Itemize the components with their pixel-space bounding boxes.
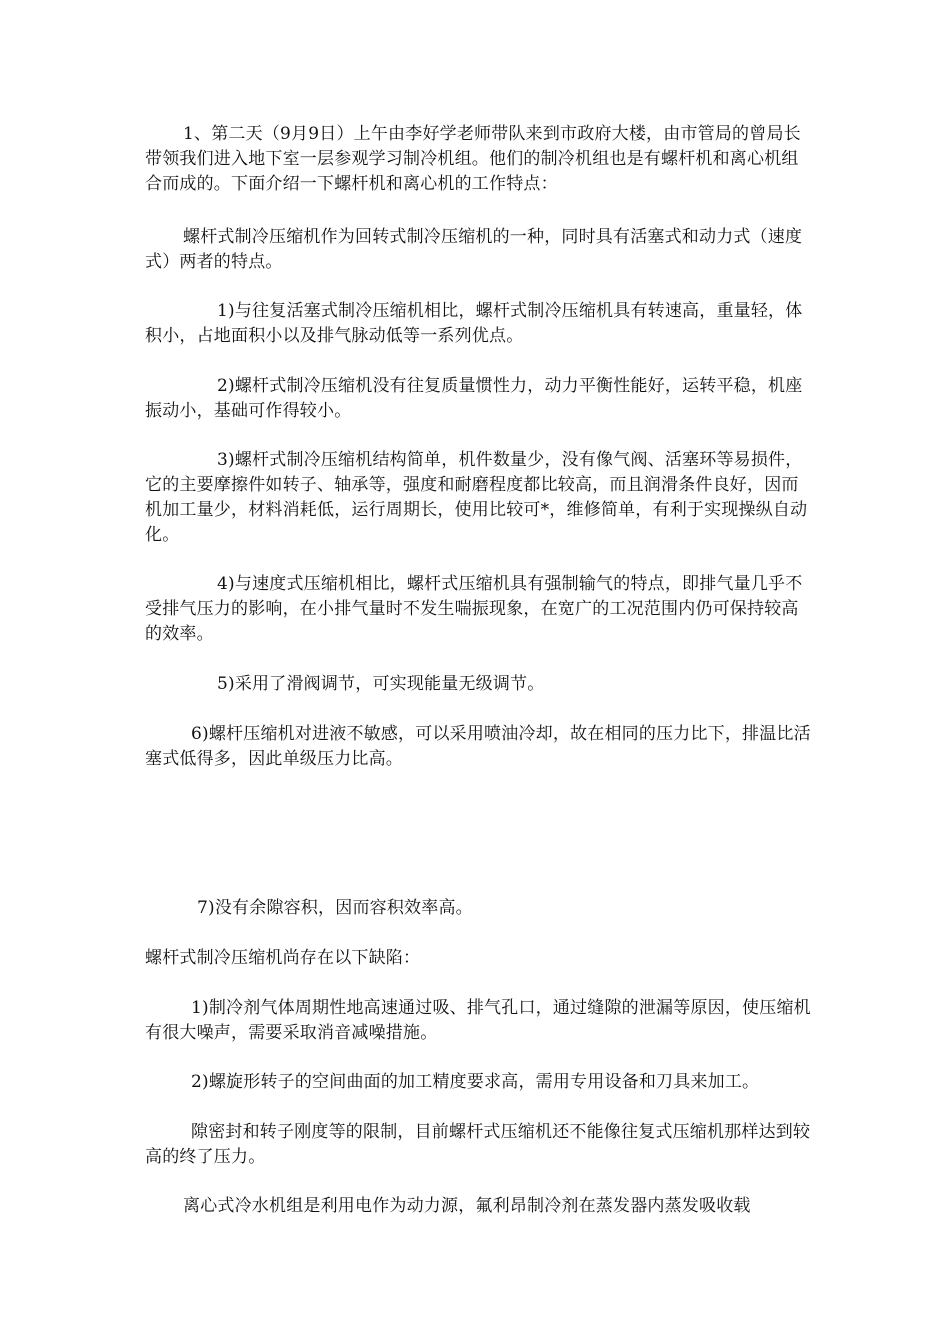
paragraph-screw-overview: 螺杆式制冷压缩机作为回转式制冷压缩机的一种，同时具有活塞式和动力式（速度式）两者的特点。: [145, 227, 803, 272]
paragraph-advantage-7: 7)没有余隙容积，因而容积效率高。: [197, 898, 473, 918]
paragraph-defect-2: 2)螺旋形转子的空间曲面的加工精度要求高，需用专用设备和刀具来加工。: [191, 1072, 760, 1092]
paragraph-advantage-3: 3)螺杆式制冷压缩机结构简单，机件数量少，没有像气阀、活塞环等易损件，它的主要摩擦件如转子、轴承等，强度和耐磨程度都比较高，而且润滑条件良好，因而机加工量少，材料消耗低，运行周期长，使用比较可*，维修简单，有利于实现操纵自动化。: [145, 450, 808, 545]
paragraph-defect-3: 隙密封和转子刚度等的限制，目前螺杆式压缩机还不能像往复式压缩机那样达到较高的终了压力。: [145, 1122, 811, 1167]
paragraph-advantage-4: 4)与速度式压缩机相比，螺杆式压缩机具有强制输气的特点，即排气量几乎不受排气压力的影响，在小排气量时不发生喘振现象，在宽广的工况范围内仍可保持较高的效率。: [145, 574, 803, 644]
paragraph-defects-heading: 螺杆式制冷压缩机尚存在以下缺陷：: [145, 948, 421, 968]
paragraph-centrifugal: 离心式冷水机组是利用电作为动力源，氟利昂制冷剂在蒸发器内蒸发吸收载: [183, 1196, 751, 1216]
paragraph-advantage-5: 5)采用了滑阀调节，可实现能量无级调节。: [217, 674, 545, 694]
paragraph-advantage-2: 2)螺杆式制冷压缩机没有往复质量惯性力，动力平衡性能好，运转平稳，机座振动小，基础可作得较小。: [145, 376, 803, 421]
paragraph-defect-1: 1)制冷剂气体周期性地高速通过吸、排气孔口，通过缝隙的泄漏等原因，使压缩机有很大噪声，需要采取消音减噪措施。: [145, 998, 811, 1043]
paragraph-intro: 1、第二天（9月9日）上午由李好学老师带队来到市政府大楼，由市管局的曾局长带领我们进入地下室一层参观学习制冷机组。他们的制冷机组也是有螺杆机和离心机组合而成的。下面介绍一下螺杆机和离心机的工作特点：: [145, 124, 801, 194]
paragraph-advantage-6: 6)螺杆压缩机对进液不敏感，可以采用喷油冷却，故在相同的压力比下，排温比活塞式低得多，因此单级压力比高。: [145, 724, 811, 769]
paragraph-advantage-1: 1)与往复活塞式制冷压缩机相比，螺杆式制冷压缩机具有转速高，重量轻，体积小，占地面积小以及排气脉动低等一系列优点。: [145, 301, 803, 346]
